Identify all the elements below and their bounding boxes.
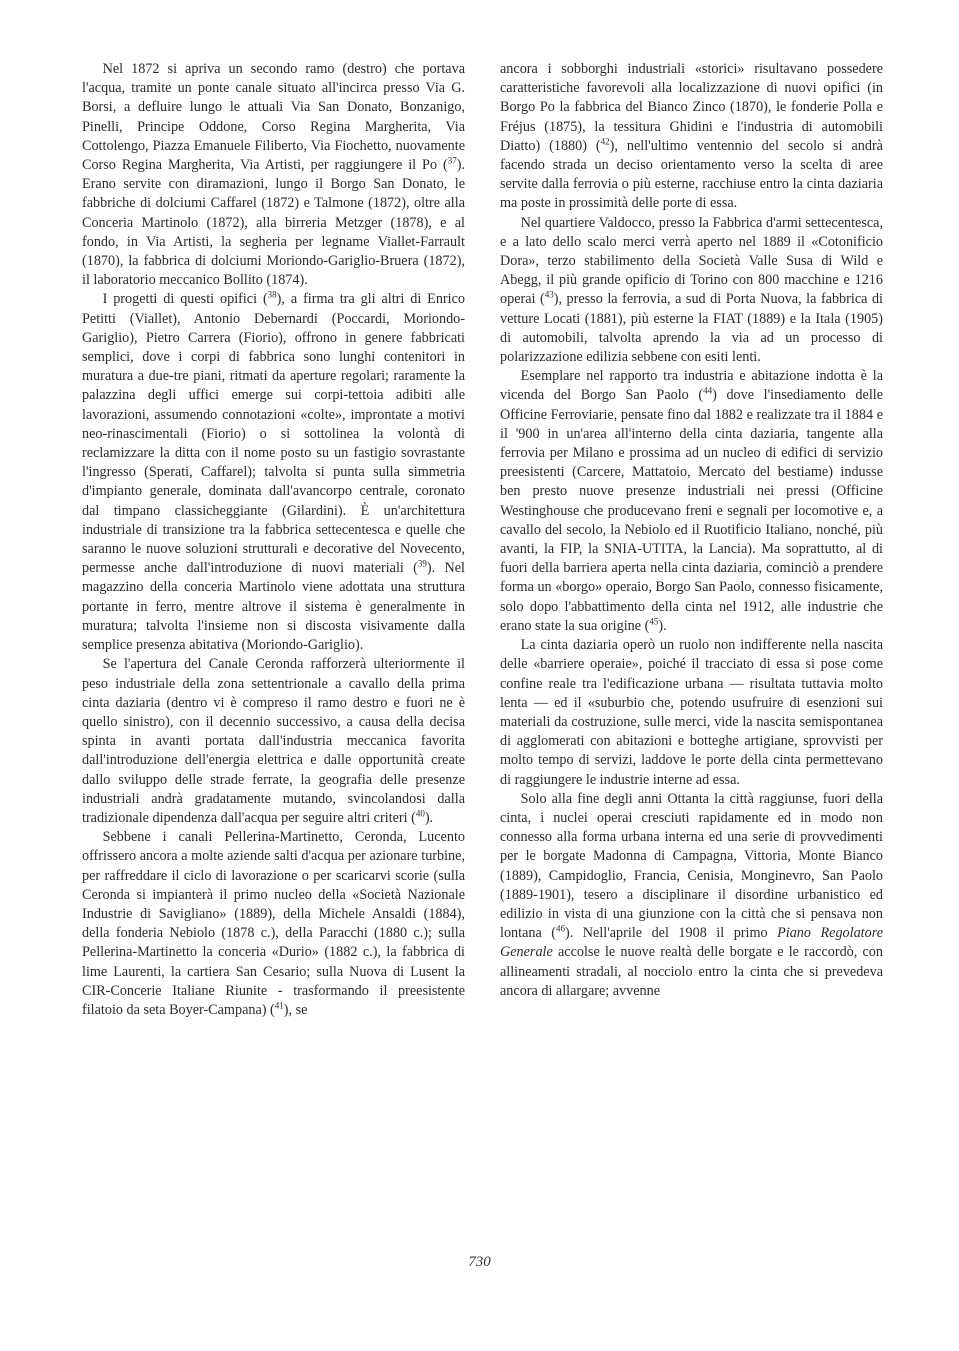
text: I progetti di questi opifici ( [102,291,268,308]
text: ), a firma tra gli altri di Enrico Petitti (Viallet), Antonio Debernardi (Poccardi, Moriondo-Gariglio), Pietro Carrera (Fiorio), offrono in genere fabbricati semplici, dove i corpi di fabbrica sono lunghi contenitori in muratura a due-tre piani, ritmati da aperture regolari; raramente la palazzina degli uffici emerge sui corpi-tettoia adibiti alle lavorazioni, assumendo connotazioni «colte», improntate a motivi neo-rinascimentali (Fiorio) o si sottolinea la volontà di reclamizzare la ditta con il nome posto su un fastigio sovrastante l'ingresso (Sperati, Caffarel); talvolta si punta sulla simmetria d'impianto generale, dominata dall'avancorpo centrale, coronato dal timpano classicheggiante (Gilardini). È un'architettura industriale di transizione tra la fabbrica settecentesca e quelle che saranno le nuove soluzioni strutturali e decorative del Novecento, permesse anche dall'introduzione di nuovi materiali ( [82,291,465,577]
text: La cinta daziaria operò un ruolo non indifferente nella nascita delle «barriere operaie», poiché il tracciato di essa si pose come confine reale tra l'edificazione urbana — risultata tuttavia molto lenta — ed il «suburbio che, potendo usufruire di esenzioni sui materiali da costruzione, sulle merci, vide la nascita semispontanea di agglomerati con abitazioni e botteghe artigiane, sprovvisti per molto tempo di servizi, laddove le porte della cinta permettevano di raggiungere le industrie interne ad essa. [500,637,883,788]
text: Sebbene i canali Pellerina-Martinetto, Ceronda, Lucento offrissero ancora a molte aziende salti d'acqua per azionare turbine, per raffreddare il ciclo di lavorazione o per scaricarvi scorie (sulla Ceronda si impianterà il primo nucleo della «Società Nazionale Industrie di Savigliano» (1889), della Michele Ansaldi (1884), della fonderia Nebiolo (1878 c.), della Paracchi (1880 c.); sulla Pellerina-Martinetto la conceria «Durio» (1882 c.), la fabbrica di lime Laurenti, la cartiera San Cesario; sulla Nuova di Lusent la CIR-Concerie Italiane Riunite - trasformando il preesistente filatoio da seta Boyer-Campana) ( [82,829,465,1018]
text: Solo alla fine degli anni Ottanta la città raggiunse, fuori della cinta, i nuclei operai cresciuti rapidamente ed in modo non connesso alla forma urbana interna ed una serie di provvedimenti per le borgate Madonna di Campagna, Vittoria, Monte Bianco (1889), Campidoglio, Francia, Cenisia, Monginevro, San Paolo (1889-1901), tesero a disciplinare il disordine urbanistico ed edilizio in vista di una giunzione con la città che si pensava non lontana ( [500,790,883,942]
text: Nel quartiere Valdocco, presso la Fabbrica d'armi settecentesca, e a lato dello scalo merci verrà aperto nel 1889 il «Cotonificio Dora», terzo stabilimento della Società Valle Susa di Wild e Abegg, il più grande opificio di Torino con 800 macchine e 1216 operai ( [500,214,883,308]
text: ). [424,809,434,826]
text: Esemplare nel rapporto tra industria e abitazione indotta è la vicenda del Borgo San Paolo ( [500,368,883,404]
page-number: 730 [468,1254,491,1270]
text: accolse le nuove realtà delle borgate e le raccordò, con allineamenti stradali, al nocciolo entro la cinta che si prevedeva ancora di allargare; avvenne [500,944,883,999]
italic-title: Piano Regolatore Generale [500,925,884,961]
text: ancora i sobborghi industriali «storici» risultavano possedere caratteristiche favorevoli alla localizzazione di nuovi opifici (in Borgo Po la fabbrica del Bianco Zinco (1870), le fonderie Polla e Fréjus (1875), la tessitura Ghidini e l'industria di automobili Diatto) (1880) ( [500,61,883,154]
text: ), se [283,1001,308,1018]
footnote-ref: 43 [544,289,554,300]
paragraph [82,60,465,290]
footnote-ref: 45 [649,616,659,627]
footnote-ref: 40 [415,808,425,819]
footnote-ref: 44 [703,385,713,396]
text: ). [658,617,667,634]
footnote-ref: 41 [274,1000,284,1011]
text: ) dove l'insediamento delle Officine Ferroviarie, pensate fino dal 1882 e realizzate tra il 1884 e il '900 in un'area all'interno della cinta daziaria, tangente alla ferrovia per Milano e prossima ad un nucleo di edifici di servizio preesistenti (Carcere, Mattatoio, Mercato del bestiame) indusse ben presto nuove presenze industriali nei pressi (Officine Westinghouse che producevano freni e segnali per locomotive e, a cavallo del secolo, la Nebiolo ed il Ruotificio Italiano, nonché, più avanti, la FIP, la SNIA-UTITA, la Lancia). Ma soprattutto, al di fuori della barriera aperta nella cinta daziaria, cominciò a prendere forma un «borgo» operaio, Borgo San Paolo, connesso fisicamente, solo dopo l'abbattimento della cinta nel 1912, alle industrie che erano state la sua origine ( [500,387,883,634]
text: Se l'apertura del Canale Ceronda rafforzerà ulteriormente il peso industriale della zona settentrionale a cavallo della prima cinta daziaria (dentro vi è compreso il ramo destro e fuori ne è quello sinistro), con il decennio successivo, a causa della decisa spinta in avanti portata dall'industria meccanica favorita dall'introduzione dell'energia elettrica e dalle opportunità create dallo sviluppo delle strade ferrate, la geografia delle presenze industriali andrà gradatamente mutando, svincolandosi dalla tradizionale dipendenza dall'acqua per seguire altri criteri ( [82,656,465,826]
footnote-ref: 42 [600,136,610,147]
right-column [500,60,883,1001]
text: ). Erano servite con diramazioni, lungo il Borgo San Donato, le fabbriche di dolciumi Caffarel (1872) e Talmone (1872), oltre alla Conceria Martinolo (1872), alla birreria Metzger (1878), e al fondo, in Via Artisti, la segheria per legname Viallet-Farrault (1870), la fabbrica di dolciumi Moriondo-Gariglio-Bruera (1872), il laboratorio meccanico Bollito (1874). [82,157,465,289]
paragraph [500,214,883,368]
text: ). Nell'aprile del 1908 il primo [565,925,778,942]
footnote-ref: 39 [417,558,427,569]
text: ), presso la ferrovia, a sud di Porta Nuova, la fabbrica di vetture Locati (1881), più esterne la FIAT (1889) e la Itala (1905) di automobili, talvolta aprendo la via ad un processo di polarizzazione edilizia sebbene con esiti lenti. [500,291,883,366]
paragraph [82,655,465,828]
footnote-ref: 37 [447,155,457,166]
paragraph [82,828,465,1020]
paragraph [500,60,883,214]
left-column [82,60,465,1020]
text: Nel 1872 si apriva un secondo ramo (destro) che portava l'acqua, tramite un ponte canale situato all'incirca presso Via G. Borsi, a defluire lungo le attuali Via San Donato, Bonzanigo, Pinelli, Principe Oddone, Corso Regina Margherita, Via Cottolengo, Piazza Emanuele Filiberto, Via Fiochetto, nuovamente Corso Regina Margherita, Via Artisti, per raggiungere il Po ( [82,61,465,174]
text: ). Nel magazzino della conceria Martinolo viene adottata una struttura portante in ferro, mentre altrove il sistema è generalmente in muratura; talvolta l'insieme non si discosta visivamente dalla semplice presenza abitativa (Moriondo-Gariglio). [82,560,465,654]
paragraph [82,290,465,655]
footnote-ref: 46 [556,923,565,934]
footnote-ref: 38 [267,289,277,300]
paragraph [500,367,883,636]
paragraph [500,790,883,1001]
text: ), nell'ultimo ventennio del secolo si andrà facendo strada un deciso orientamento verso la scelta di aree servite dalla ferrovia o più esterne, racchiuse entro la cinta daziaria ma poste in prossimità delle porte di essa. [500,137,883,212]
paragraph [500,636,883,790]
